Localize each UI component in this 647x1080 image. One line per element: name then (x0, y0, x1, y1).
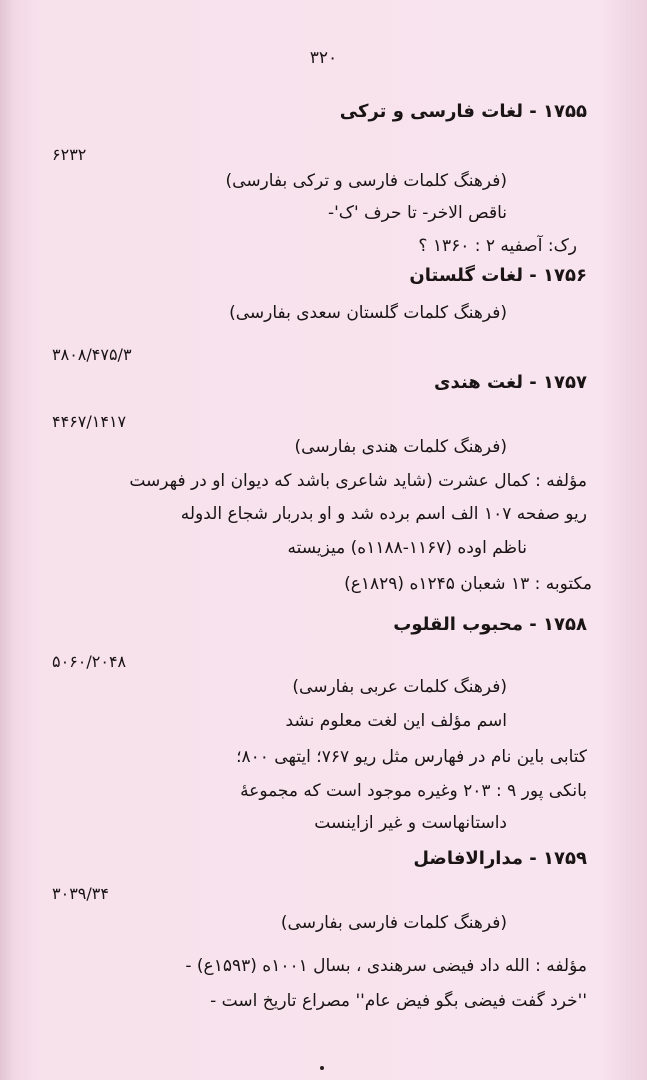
entry-description: (فرهنگ کلمات فارسی و ترکی بفارسی) (225, 171, 507, 191)
entry-line: مؤلفه : کمال عشرت (شاید شاعری باشد که دیوان او در فهرست (129, 471, 587, 491)
entry-description: (فرهنگ کلمات هندی بفارسی) (294, 437, 507, 457)
entry-line: داستانهاست و غیر ازاینست (314, 813, 507, 833)
entry-line: مؤلفه : الله داد فیضی سرهندی ، بسال ۱۰۰۱ه (۱۵۹۳ع) - (185, 956, 587, 976)
entry-title: لغت هندی (434, 372, 524, 393)
entry-heading: ۱۷۵۹ - مدارالافاضل (413, 848, 587, 869)
entry-line: ریو صفحه ۱۰۷ الف اسم برده شد و او بدربار شجاع الدوله (180, 504, 587, 524)
entry-line: رک: آصفیه ۲ : ۱۳۶۰ ؟ (418, 236, 577, 256)
call-number: ۶۲۳۲ (52, 145, 87, 164)
entry-number: ۱۷۵۶ (543, 265, 587, 286)
call-number: ۳۰۳۹/۳۴ (52, 884, 109, 903)
entry-line: ''خرد گفت فیضی بگو فیض عام'' مصراع تاریخ است - (210, 991, 587, 1011)
entry-description: (فرهنگ کلمات گلستان سعدی بفارسی) (229, 303, 507, 323)
entry-title: لغات گلستان (409, 265, 524, 286)
entry-line: کتابی باین نام در فهارس مثل ریو ۷۶۷؛ ایتهی ۸۰۰؛ (236, 747, 587, 767)
entry-heading: ۱۷۵۶ - لغات گلستان (409, 265, 587, 286)
entry-heading: ۱۷۵۸ - محبوب القلوب (393, 614, 587, 635)
entry-line: ناظم اوده (۱۱۶۷-۱۱۸۸ه) میزیسته (287, 538, 527, 558)
call-number: ۵۰۶۰/۲۰۴۸ (52, 652, 127, 671)
call-number: ۴۴۶۷/۱۴۱۷ (52, 412, 127, 431)
entry-title: محبوب القلوب (393, 614, 524, 635)
entry-number: ۱۷۵۹ (543, 848, 587, 869)
entry-line: اسم مؤلف این لغت معلوم نشد (285, 711, 507, 731)
entry-number: ۱۷۵۸ (543, 614, 587, 635)
page-mark (320, 1066, 324, 1070)
entry-title: لغات فارسی و ترکی (339, 101, 524, 122)
call-number: ۳۸۰۸/۴۷۵/۳ (52, 345, 132, 364)
page-number: ۳۲۰ (309, 48, 338, 68)
entry-description: (فرهنگ کلمات عربی بفارسی) (292, 677, 507, 697)
entry-number: ۱۷۵۷ (543, 372, 587, 393)
entry-description: (فرهنگ کلمات فارسی بفارسی) (280, 913, 507, 933)
entry-line: ناقص الاخر- تا حرف 'ک'- (327, 203, 507, 223)
entry-heading: ۱۷۵۵ - لغات فارسی و ترکی (339, 101, 587, 122)
entry-number: ۱۷۵۵ (543, 101, 587, 122)
entry-line: بانکی پور ۹ : ۲۰۳ وغیره موجود است که مجموعهٔ (240, 781, 587, 801)
entry-heading: ۱۷۵۷ - لغت هندی (434, 372, 587, 393)
page-binding-edge (0, 0, 14, 1080)
entry-line: مکتوبه : ۱۳ شعبان ۱۲۴۵ه (۱۸۲۹ع) (344, 574, 592, 594)
entry-title: مدارالافاضل (413, 848, 524, 869)
